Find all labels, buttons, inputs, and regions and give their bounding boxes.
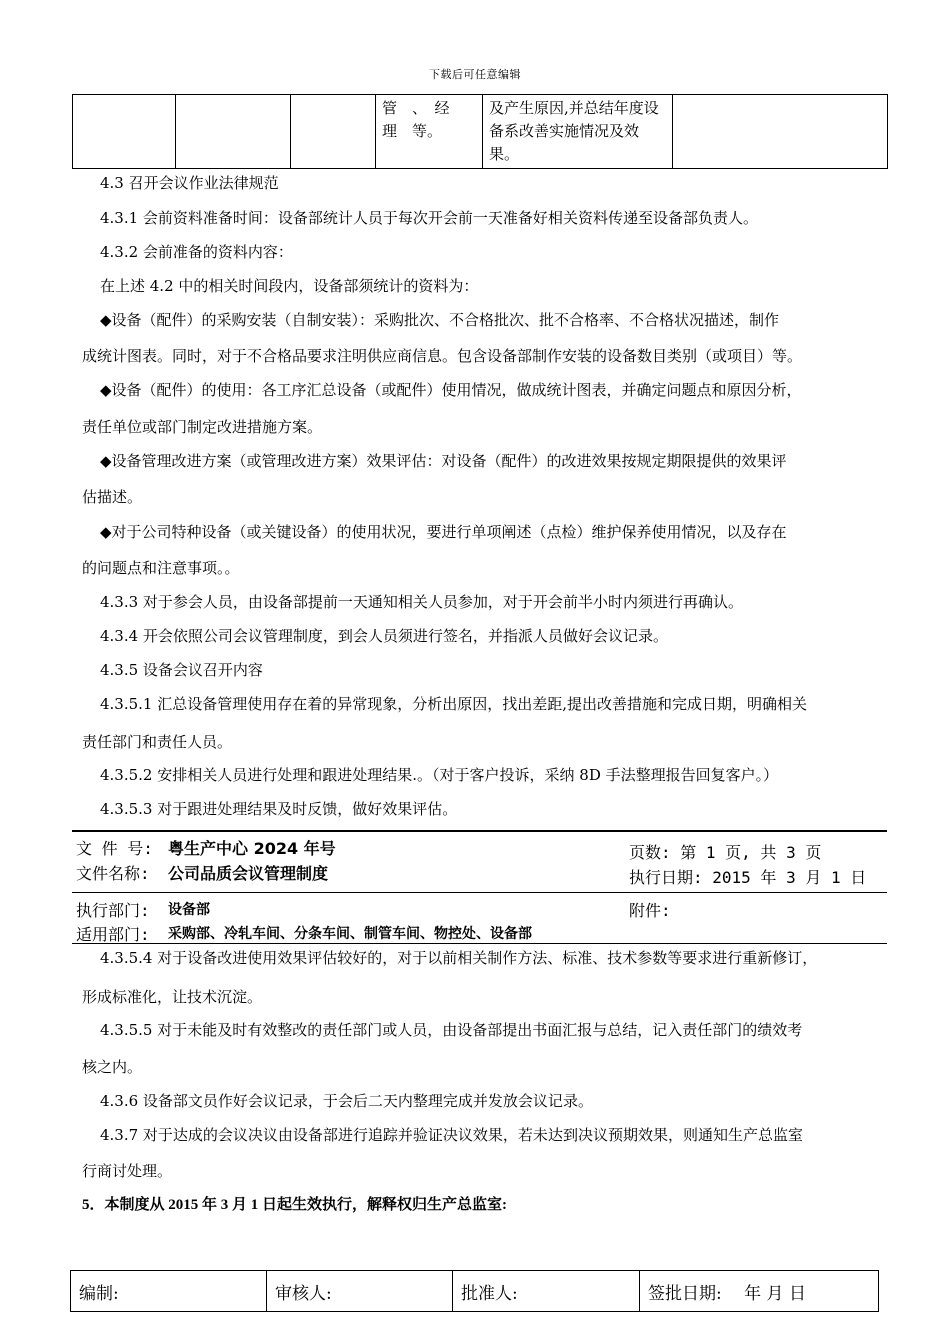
effective-clause: 5．本制度从 2015 年 3 月 1 日起生效执行，解释权归生产总监室: [82,1197,507,1213]
header-bottom-rule [72,943,887,944]
paragraph-continuation: 形成标准化，让技术沉淀。 [82,988,263,1006]
bullet-item: ◆对于公司特种设备（或关键设备）的使用状况，要进行单项阐述（点检）维护保养使用情况，以及存在 [100,523,787,541]
exec-dept: 设备部 [168,902,210,918]
page-count: 页数: 第 1 页, 共 3 页 [629,843,822,862]
doc-number: 粤生产中心 2024 年号 [168,839,336,858]
table-cell [176,95,291,169]
table-cell [291,95,376,169]
header-top-rule [72,830,887,832]
table-cell-content: 及产生原因,并总结年度设备系改善实施情况及效果。 [483,95,673,169]
doc-name: 公司品质会议管理制度 [168,864,329,883]
continued-table [72,94,888,169]
paragraph: 4.3.6 设备部文员作好会议记录，于会后二天内整理完成并发放会议记录。 [100,1092,593,1110]
paragraph: 4.3.5.2 安排相关人员进行处理和跟进处理结果.。（对于客户投诉，采纳 8D 手法整理报告回复客户。） [100,766,779,784]
bullet-continuation: 估描述。 [82,488,143,506]
signature-table [70,1270,879,1312]
approver-cell: 批准人: [453,1271,640,1312]
doc-number-label: 文 件 号: [76,839,153,858]
bullet-item: ◆设备（配件）的采购安装（自制安装）：采购批次、不合格批次、批不合格率、不合格状况描述，制作 [100,311,780,329]
table-row [73,95,888,169]
paragraph: 4.3.5.3 对于跟进处理结果及时反馈，做好效果评估。 [100,800,458,818]
bullet-item: ◆设备管理改进方案（或管理改进方案）效果评估：对设备（配件）的改进效果按规定期限提供的效果评 [100,452,787,470]
header-mid-rule [72,892,887,893]
paragraph: 4.3.5.4 对于设备改进使用效果评估较好的，对于以前相关制作方法、标准、技术参数等要求进行重新修订， [100,949,818,967]
approval-date-cell: 签批日期: 年 月 日 [640,1271,879,1312]
scope-depts: 采购部、冷轧车间、分条车间、制管车间、物控处、设备部 [168,926,532,942]
doc-name-label: 文件名称: [76,864,150,883]
paragraph: 4.3.1 会前资料准备时间：设备部统计人员于每次开会前一天准备好相关资料传递至设备部负责人。 [100,209,758,227]
exec-date: 执行日期: 2015 年 3 月 1 日 [629,868,867,887]
bullet-continuation: 责任单位或部门制定改进措施方案。 [82,418,323,436]
attachment-label: 附件: [629,901,671,920]
section-heading: 4.3.5 设备会议召开内容 [100,661,263,679]
paragraph: 4.3.5.1 汇总设备管理使用存在着的异常现象，分析出原因，找出差距,提出改善措施和完成日期，明确相关 [100,695,808,713]
table-cell [73,95,176,169]
reviewer-cell: 审核人: [267,1271,453,1312]
bullet-item: ◆设备（配件）的使用：各工序汇总设备（或配件）使用情况，做成统计图表，并确定问题点和原因分析， [100,381,802,399]
paragraph: 4.3.5.5 对于未能及时有效整改的责任部门或人员，由设备部提出书面汇报与总结，记入责任部门的绩效考 [100,1021,803,1039]
bullet-continuation: 的问题点和注意事项。。 [82,559,240,577]
paragraph-continuation: 行商讨处理。 [82,1162,173,1180]
paragraph-continuation: 核之内。 [82,1058,143,1076]
scope-label: 适用部门: [76,925,150,944]
author-cell: 编制: [71,1271,267,1312]
bullet-continuation: 成统计图表。同时，对于不合格品要求注明供应商信息。包含设备部制作安装的设备数目类别（或项目）等。 [82,347,803,365]
table-cell [673,95,888,169]
table-row [71,1271,879,1312]
page-watermark: 下载后可任意编辑 [429,68,521,81]
paragraph: 在上述 4.2 中的相关时间段内，设备部须统计的资料为： [100,277,479,295]
exec-dept-label: 执行部门: [76,901,150,920]
paragraph: 4.3.2 会前准备的资料内容： [100,243,293,261]
table-cell-participants: 管 、 经 理 等。 [376,95,483,169]
paragraph: 4.3.3 对于参会人员，由设备部提前一天通知相关人员参加，对于开会前半小时内须进行再确认。 [100,593,743,611]
section-heading: 4.3 召开会议作业法律规范 [100,174,279,192]
paragraph: 4.3.7 对于达成的会议决议由设备部进行追踪并验证决议效果，若未达到决议预期效果，则通知生产总监室 [100,1126,803,1144]
paragraph-continuation: 责任部门和责任人员。 [82,733,233,751]
paragraph: 4.3.4 开会依照公司会议管理制度，到会人员须进行签名，并指派人员做好会议记录。 [100,627,668,645]
